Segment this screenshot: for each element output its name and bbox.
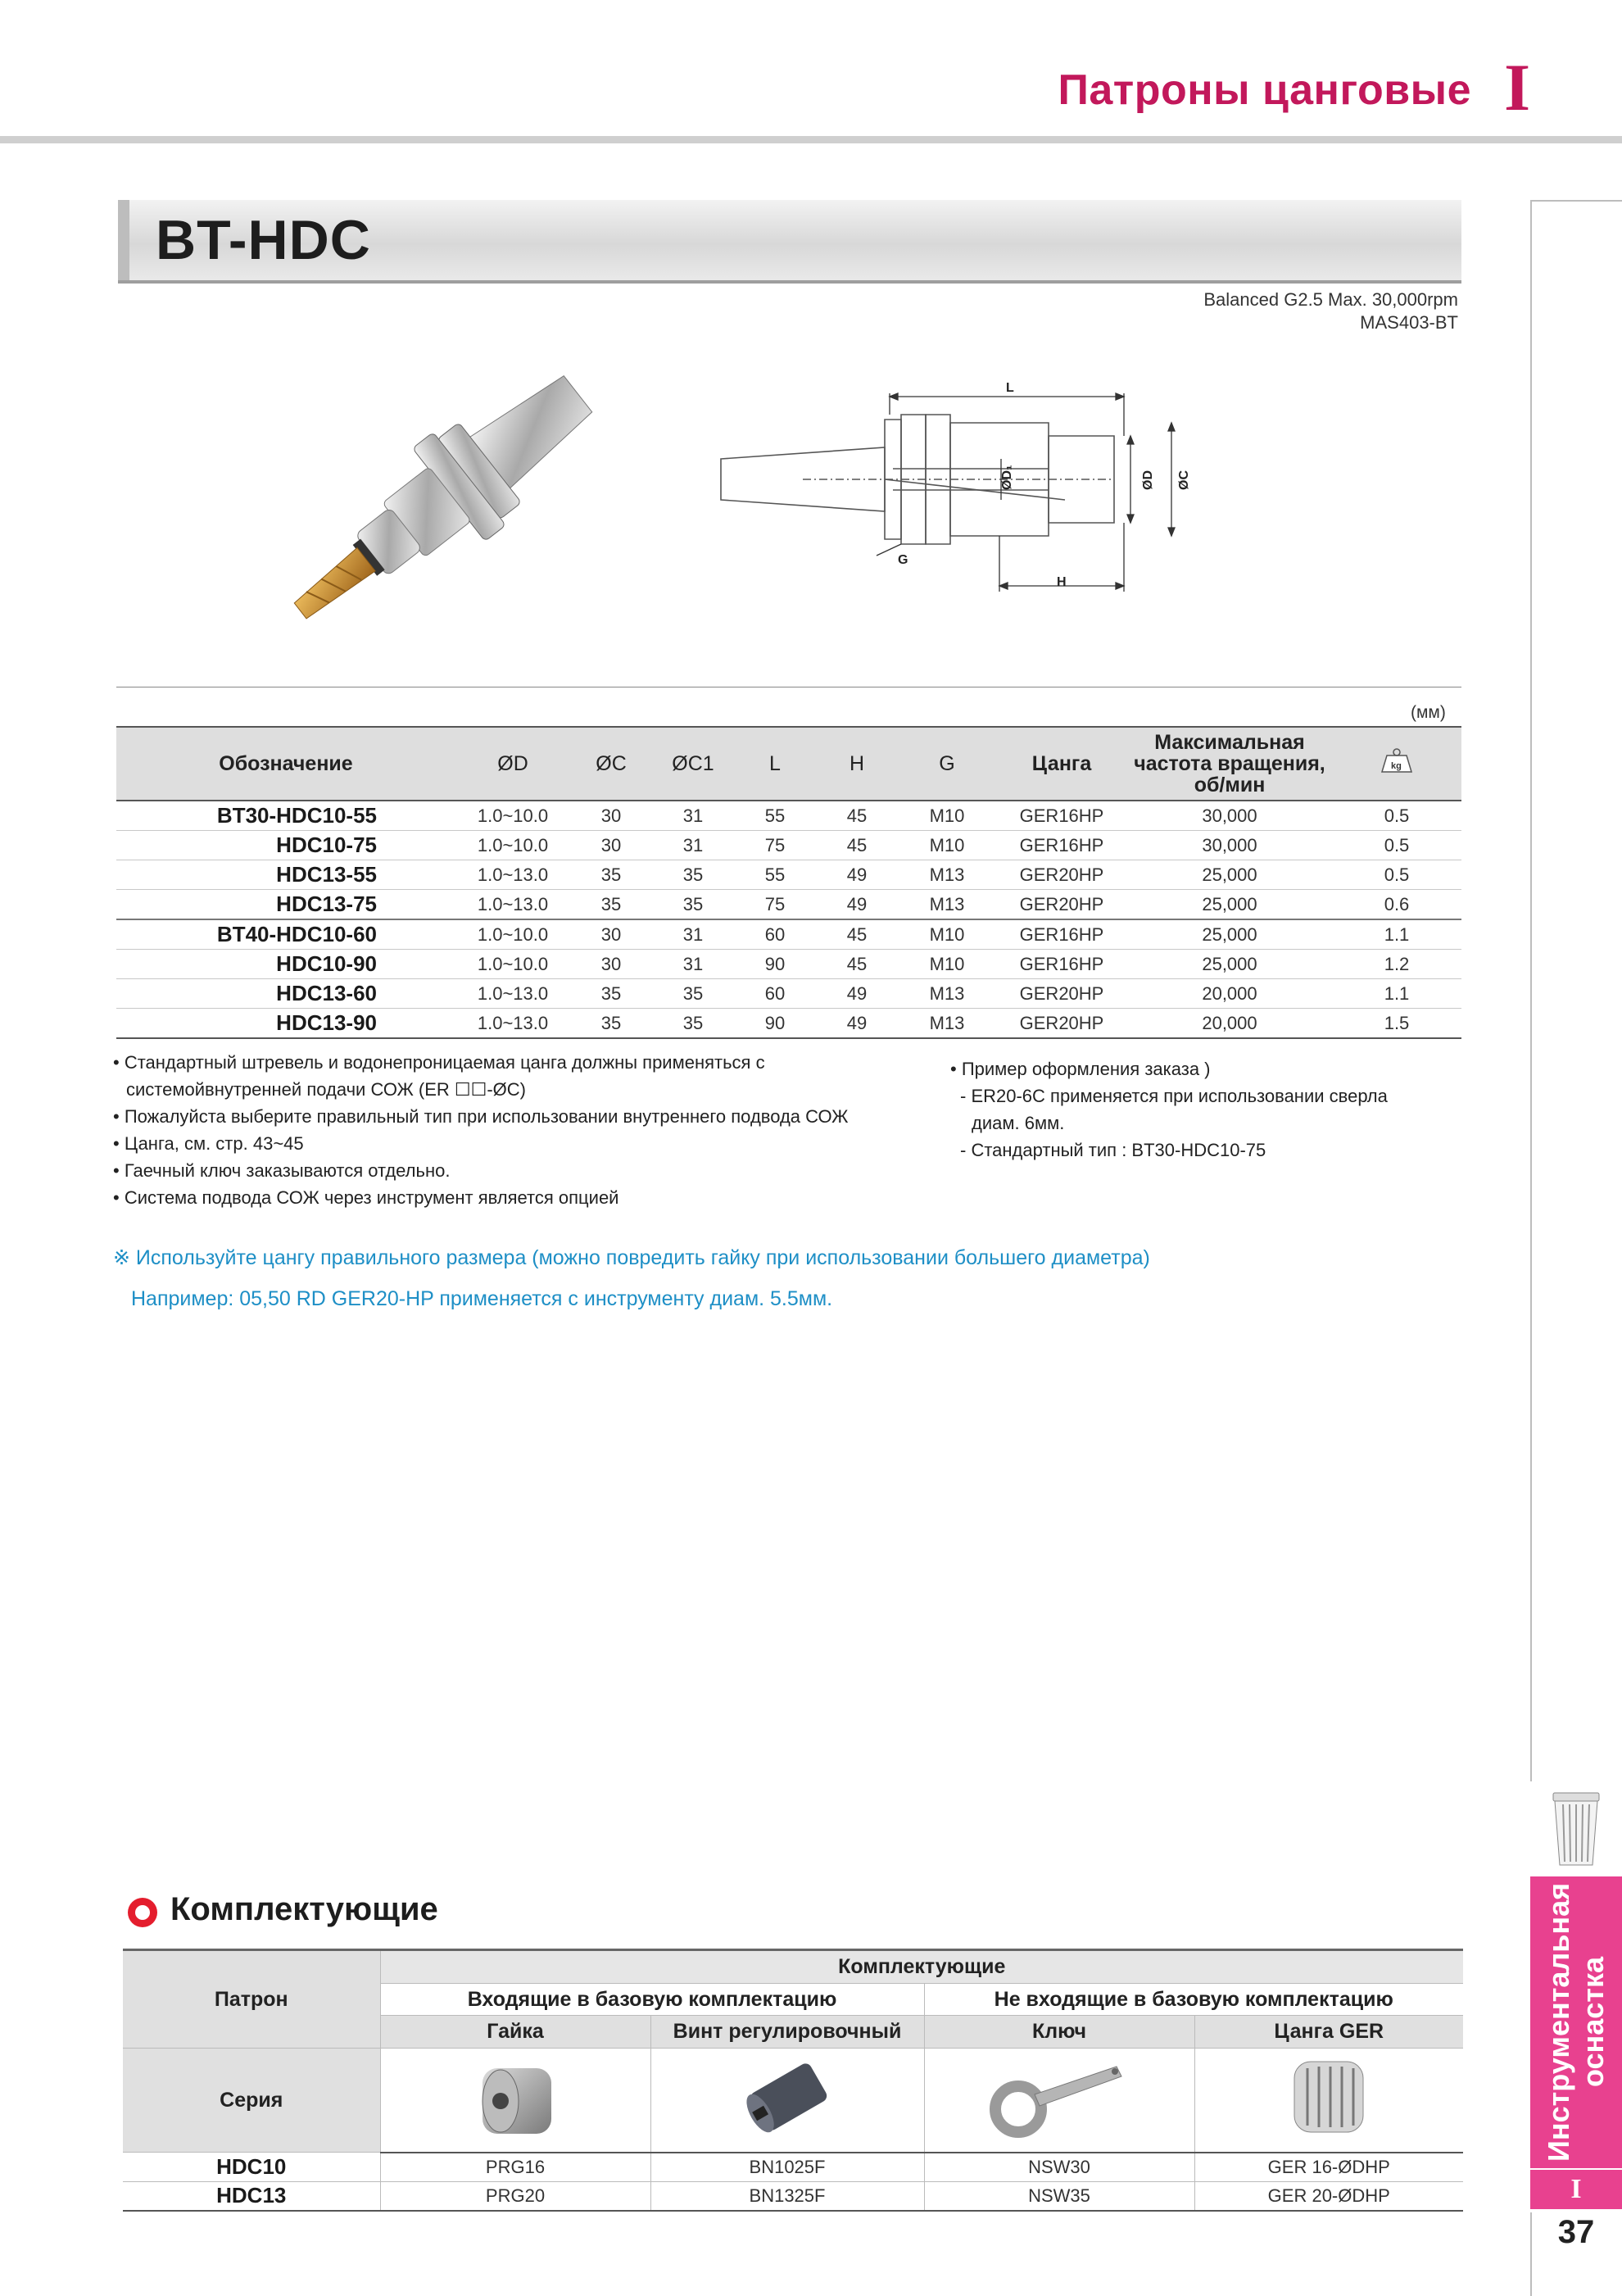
- cell-d: 1.0~10.0: [455, 831, 570, 860]
- acc-col-wrench: Ключ: [924, 2016, 1194, 2049]
- acc-cell-series: HDC13: [123, 2181, 380, 2211]
- cell-collet: GER20HP: [996, 890, 1127, 920]
- cell-h: 45: [816, 950, 898, 979]
- table-row: [123, 2181, 1463, 2211]
- cell-g: M10: [898, 919, 996, 950]
- acc-cell-screw: BN1025F: [650, 2153, 924, 2182]
- cell-c1: 35: [652, 1009, 734, 1039]
- order-note-line: • Пример оформления заказа ): [950, 1059, 1211, 1079]
- cell-l: 75: [734, 831, 816, 860]
- cell-d: 1.0~10.0: [455, 801, 570, 831]
- cell-rpm: 25,000: [1127, 890, 1332, 920]
- cell-c: 30: [570, 801, 652, 831]
- cell-c1: 35: [652, 979, 734, 1009]
- col-weight: [1332, 727, 1461, 801]
- acc-col-screw: Винт регулировочный: [650, 2016, 924, 2049]
- acc-col-collet: Цанга GER: [1194, 2016, 1463, 2049]
- col-max-rpm: Максимальная частота вращения, об/мин: [1127, 727, 1332, 801]
- model-title: BT-HDC: [156, 209, 371, 271]
- spec-standard: MAS403-BT: [1360, 312, 1458, 333]
- section-roman: I: [1504, 50, 1530, 125]
- cell-g: M13: [898, 890, 996, 920]
- acc-col-included: Входящие в базовую комплектацию: [380, 1983, 924, 2016]
- warning-example: Например: 05,50 RD GER20-HP применяется с инструменту диам. 5.5мм.: [131, 1287, 833, 1310]
- technical-drawing: [705, 377, 1212, 631]
- cell-d: 1.0~13.0: [455, 860, 570, 890]
- cell-c1: 35: [652, 890, 734, 920]
- table-row: [116, 890, 1461, 920]
- cell-kg: 1.1: [1332, 979, 1461, 1009]
- cell-rpm: 30,000: [1127, 801, 1332, 831]
- section-title: Патроны цанговые: [1058, 66, 1471, 114]
- table-row: [116, 831, 1461, 860]
- spec-info: [1203, 288, 1458, 334]
- header-divider: [0, 136, 1622, 143]
- cell-rpm: 30,000: [1127, 831, 1332, 860]
- spec-table-header: [116, 727, 1461, 801]
- drawing-label-d1: ØD₁: [1000, 465, 1014, 490]
- drawing-label-g: G: [898, 553, 908, 567]
- drawing-label-d: ØD: [1141, 470, 1155, 490]
- cell-h: 49: [816, 890, 898, 920]
- sidebar-roman: I: [1530, 2170, 1622, 2209]
- weight-icon: [1379, 747, 1415, 775]
- drawing-label-c: ØC: [1177, 470, 1191, 490]
- cell-l: 90: [734, 950, 816, 979]
- note-line: • Система подвода СОЖ через инструмент является опцией: [113, 1187, 619, 1208]
- cell-h: 49: [816, 979, 898, 1009]
- cell-collet: GER16HP: [996, 831, 1127, 860]
- cell-g: M13: [898, 860, 996, 890]
- screw-icon: [730, 2052, 845, 2144]
- cell-collet: GER20HP: [996, 979, 1127, 1009]
- collet-thumbnail-icon: [1545, 1790, 1607, 1872]
- acc-series-label: Серия: [123, 2049, 380, 2153]
- order-note-line: - ER20-6C применяется при использовании сверла: [960, 1086, 1388, 1106]
- notes-right: [950, 1055, 1388, 1164]
- table-row: [116, 950, 1461, 979]
- cell-c: 30: [570, 831, 652, 860]
- note-line: • Гаечный ключ заказываются отдельно.: [113, 1160, 451, 1181]
- acc-cell-screw: BN1325F: [650, 2181, 924, 2211]
- acc-col-group: Комплектующие: [380, 1950, 1463, 1984]
- cell-designation: BT40-HDC10-60: [116, 919, 455, 950]
- cell-c: 35: [570, 860, 652, 890]
- cell-g: M13: [898, 979, 996, 1009]
- cell-h: 49: [816, 1009, 898, 1039]
- cell-g: M13: [898, 1009, 996, 1039]
- cell-d: 1.0~10.0: [455, 919, 570, 950]
- table-row: [123, 2153, 1463, 2182]
- spec-balance: Balanced G2.5 Max. 30,000rpm: [1203, 289, 1458, 310]
- cell-g: M10: [898, 801, 996, 831]
- cell-rpm: 20,000: [1127, 979, 1332, 1009]
- cell-c1: 31: [652, 950, 734, 979]
- cell-kg: 0.5: [1332, 860, 1461, 890]
- acc-cell-wrench: NSW30: [924, 2153, 1194, 2182]
- model-banner-accent: [118, 200, 129, 280]
- cell-c: 30: [570, 950, 652, 979]
- cell-l: 90: [734, 1009, 816, 1039]
- target-bullet-icon: [128, 1898, 157, 1927]
- acc-cell-series: HDC10: [123, 2153, 380, 2182]
- cell-c: 35: [570, 979, 652, 1009]
- product-photo: [229, 344, 655, 656]
- cell-l: 75: [734, 890, 816, 920]
- cell-g: M10: [898, 831, 996, 860]
- page-number: 37: [1557, 2214, 1595, 2250]
- cell-g: M10: [898, 950, 996, 979]
- cell-designation: HDC13-90: [116, 1009, 455, 1039]
- cell-kg: 0.5: [1332, 831, 1461, 860]
- cell-designation: HDC10-90: [116, 950, 455, 979]
- cell-designation: BT30-HDC10-55: [116, 801, 455, 831]
- cell-designation: HDC13-75: [116, 890, 455, 920]
- table-row: [116, 979, 1461, 1009]
- accessories-table: [123, 1949, 1463, 2212]
- cell-c1: 35: [652, 860, 734, 890]
- screw-image: [650, 2049, 924, 2153]
- cell-h: 45: [816, 919, 898, 950]
- cell-c1: 31: [652, 831, 734, 860]
- cell-designation: HDC13-55: [116, 860, 455, 890]
- cell-collet: GER20HP: [996, 860, 1127, 890]
- acc-cell-collet: GER 20-ØDHP: [1194, 2181, 1463, 2211]
- note-line: системойвнутренней подачи СОЖ (ER ☐☐-ØC): [126, 1079, 526, 1100]
- col-g: G: [898, 727, 996, 801]
- table-row: [116, 919, 1461, 950]
- weight-icon-label: kg: [1391, 760, 1402, 771]
- cell-h: 49: [816, 860, 898, 890]
- collet-image: [1194, 2049, 1463, 2153]
- col-c: ØC: [570, 727, 652, 801]
- acc-cell-nut: PRG16: [380, 2153, 650, 2182]
- cell-h: 45: [816, 831, 898, 860]
- nut-image: [380, 2049, 650, 2153]
- acc-cell-nut: PRG20: [380, 2181, 650, 2211]
- cell-c: 30: [570, 919, 652, 950]
- nut-icon: [458, 2052, 573, 2144]
- order-note-line: - Стандартный тип : BT30-HDC10-75: [960, 1140, 1266, 1160]
- cell-designation: HDC13-60: [116, 979, 455, 1009]
- sidebar-category-label: Инструментальная оснастка: [1542, 1882, 1610, 2162]
- cell-designation: HDC10-75: [116, 831, 455, 860]
- cell-kg: 0.6: [1332, 890, 1461, 920]
- note-line: • Цанга, см. стр. 43~45: [113, 1133, 304, 1154]
- cell-rpm: 25,000: [1127, 950, 1332, 979]
- spec-table: [116, 726, 1461, 1039]
- table-row: [116, 801, 1461, 831]
- acc-col-nut: Гайка: [380, 2016, 650, 2049]
- cell-rpm: 25,000: [1127, 860, 1332, 890]
- notes-left: [113, 1049, 849, 1211]
- cell-c: 35: [570, 890, 652, 920]
- cell-d: 1.0~13.0: [455, 979, 570, 1009]
- cell-collet: GER20HP: [996, 1009, 1127, 1039]
- cell-kg: 0.5: [1332, 801, 1461, 831]
- drawing-label-h: H: [1057, 575, 1067, 589]
- wrench-image: [924, 2049, 1194, 2153]
- col-l: L: [734, 727, 816, 801]
- cell-l: 55: [734, 860, 816, 890]
- cell-d: 1.0~13.0: [455, 890, 570, 920]
- cell-collet: GER16HP: [996, 801, 1127, 831]
- note-line: • Пожалуйста выберите правильный тип при использовании внутреннего подвода СОЖ: [113, 1106, 849, 1127]
- cell-collet: GER16HP: [996, 950, 1127, 979]
- col-c1: ØC1: [652, 727, 734, 801]
- cell-kg: 1.2: [1332, 950, 1461, 979]
- acc-cell-collet: GER 16-ØDHP: [1194, 2153, 1463, 2182]
- units-label: (мм): [1411, 703, 1446, 722]
- accessories-title: Комплектующие: [170, 1891, 438, 1927]
- cell-l: 60: [734, 919, 816, 950]
- collet-ger-icon: [1271, 2052, 1386, 2144]
- cell-c1: 31: [652, 801, 734, 831]
- cell-d: 1.0~13.0: [455, 1009, 570, 1039]
- cell-c1: 31: [652, 919, 734, 950]
- cell-rpm: 20,000: [1127, 1009, 1332, 1039]
- warning-note: [113, 1237, 1150, 1319]
- warning-line: ※ Используйте цангу правильного размера (можно повредить гайку при использовании большего диаметра): [113, 1246, 1150, 1269]
- cell-c: 35: [570, 1009, 652, 1039]
- col-designation: Обозначение: [116, 727, 455, 801]
- cell-kg: 1.1: [1332, 919, 1461, 950]
- table-row: [116, 860, 1461, 890]
- acc-col-excluded: Не входящие в базовую комплектацию: [924, 1983, 1463, 2016]
- acc-col-holder: Патрон: [123, 1950, 380, 2049]
- cell-rpm: 25,000: [1127, 919, 1332, 950]
- order-note-line: диам. 6мм.: [972, 1113, 1065, 1133]
- col-d: ØD: [455, 727, 570, 801]
- col-collet: Цанга: [996, 727, 1127, 801]
- cell-l: 55: [734, 801, 816, 831]
- cell-d: 1.0~10.0: [455, 950, 570, 979]
- cell-l: 60: [734, 979, 816, 1009]
- table-row: [116, 1009, 1461, 1039]
- cell-kg: 1.5: [1332, 1009, 1461, 1039]
- wrench-icon: [977, 2052, 1141, 2144]
- cell-h: 45: [816, 801, 898, 831]
- sidebar-category-label-wrap: [1530, 1876, 1622, 2168]
- note-line: • Стандартный штревель и водонепроницаемая цанга должны применяться с: [113, 1052, 765, 1073]
- col-h: H: [816, 727, 898, 801]
- cell-collet: GER16HP: [996, 919, 1127, 950]
- acc-cell-wrench: NSW35: [924, 2181, 1194, 2211]
- drawing-label-l: L: [1006, 381, 1014, 395]
- sidebar-frame: [1530, 200, 1622, 1781]
